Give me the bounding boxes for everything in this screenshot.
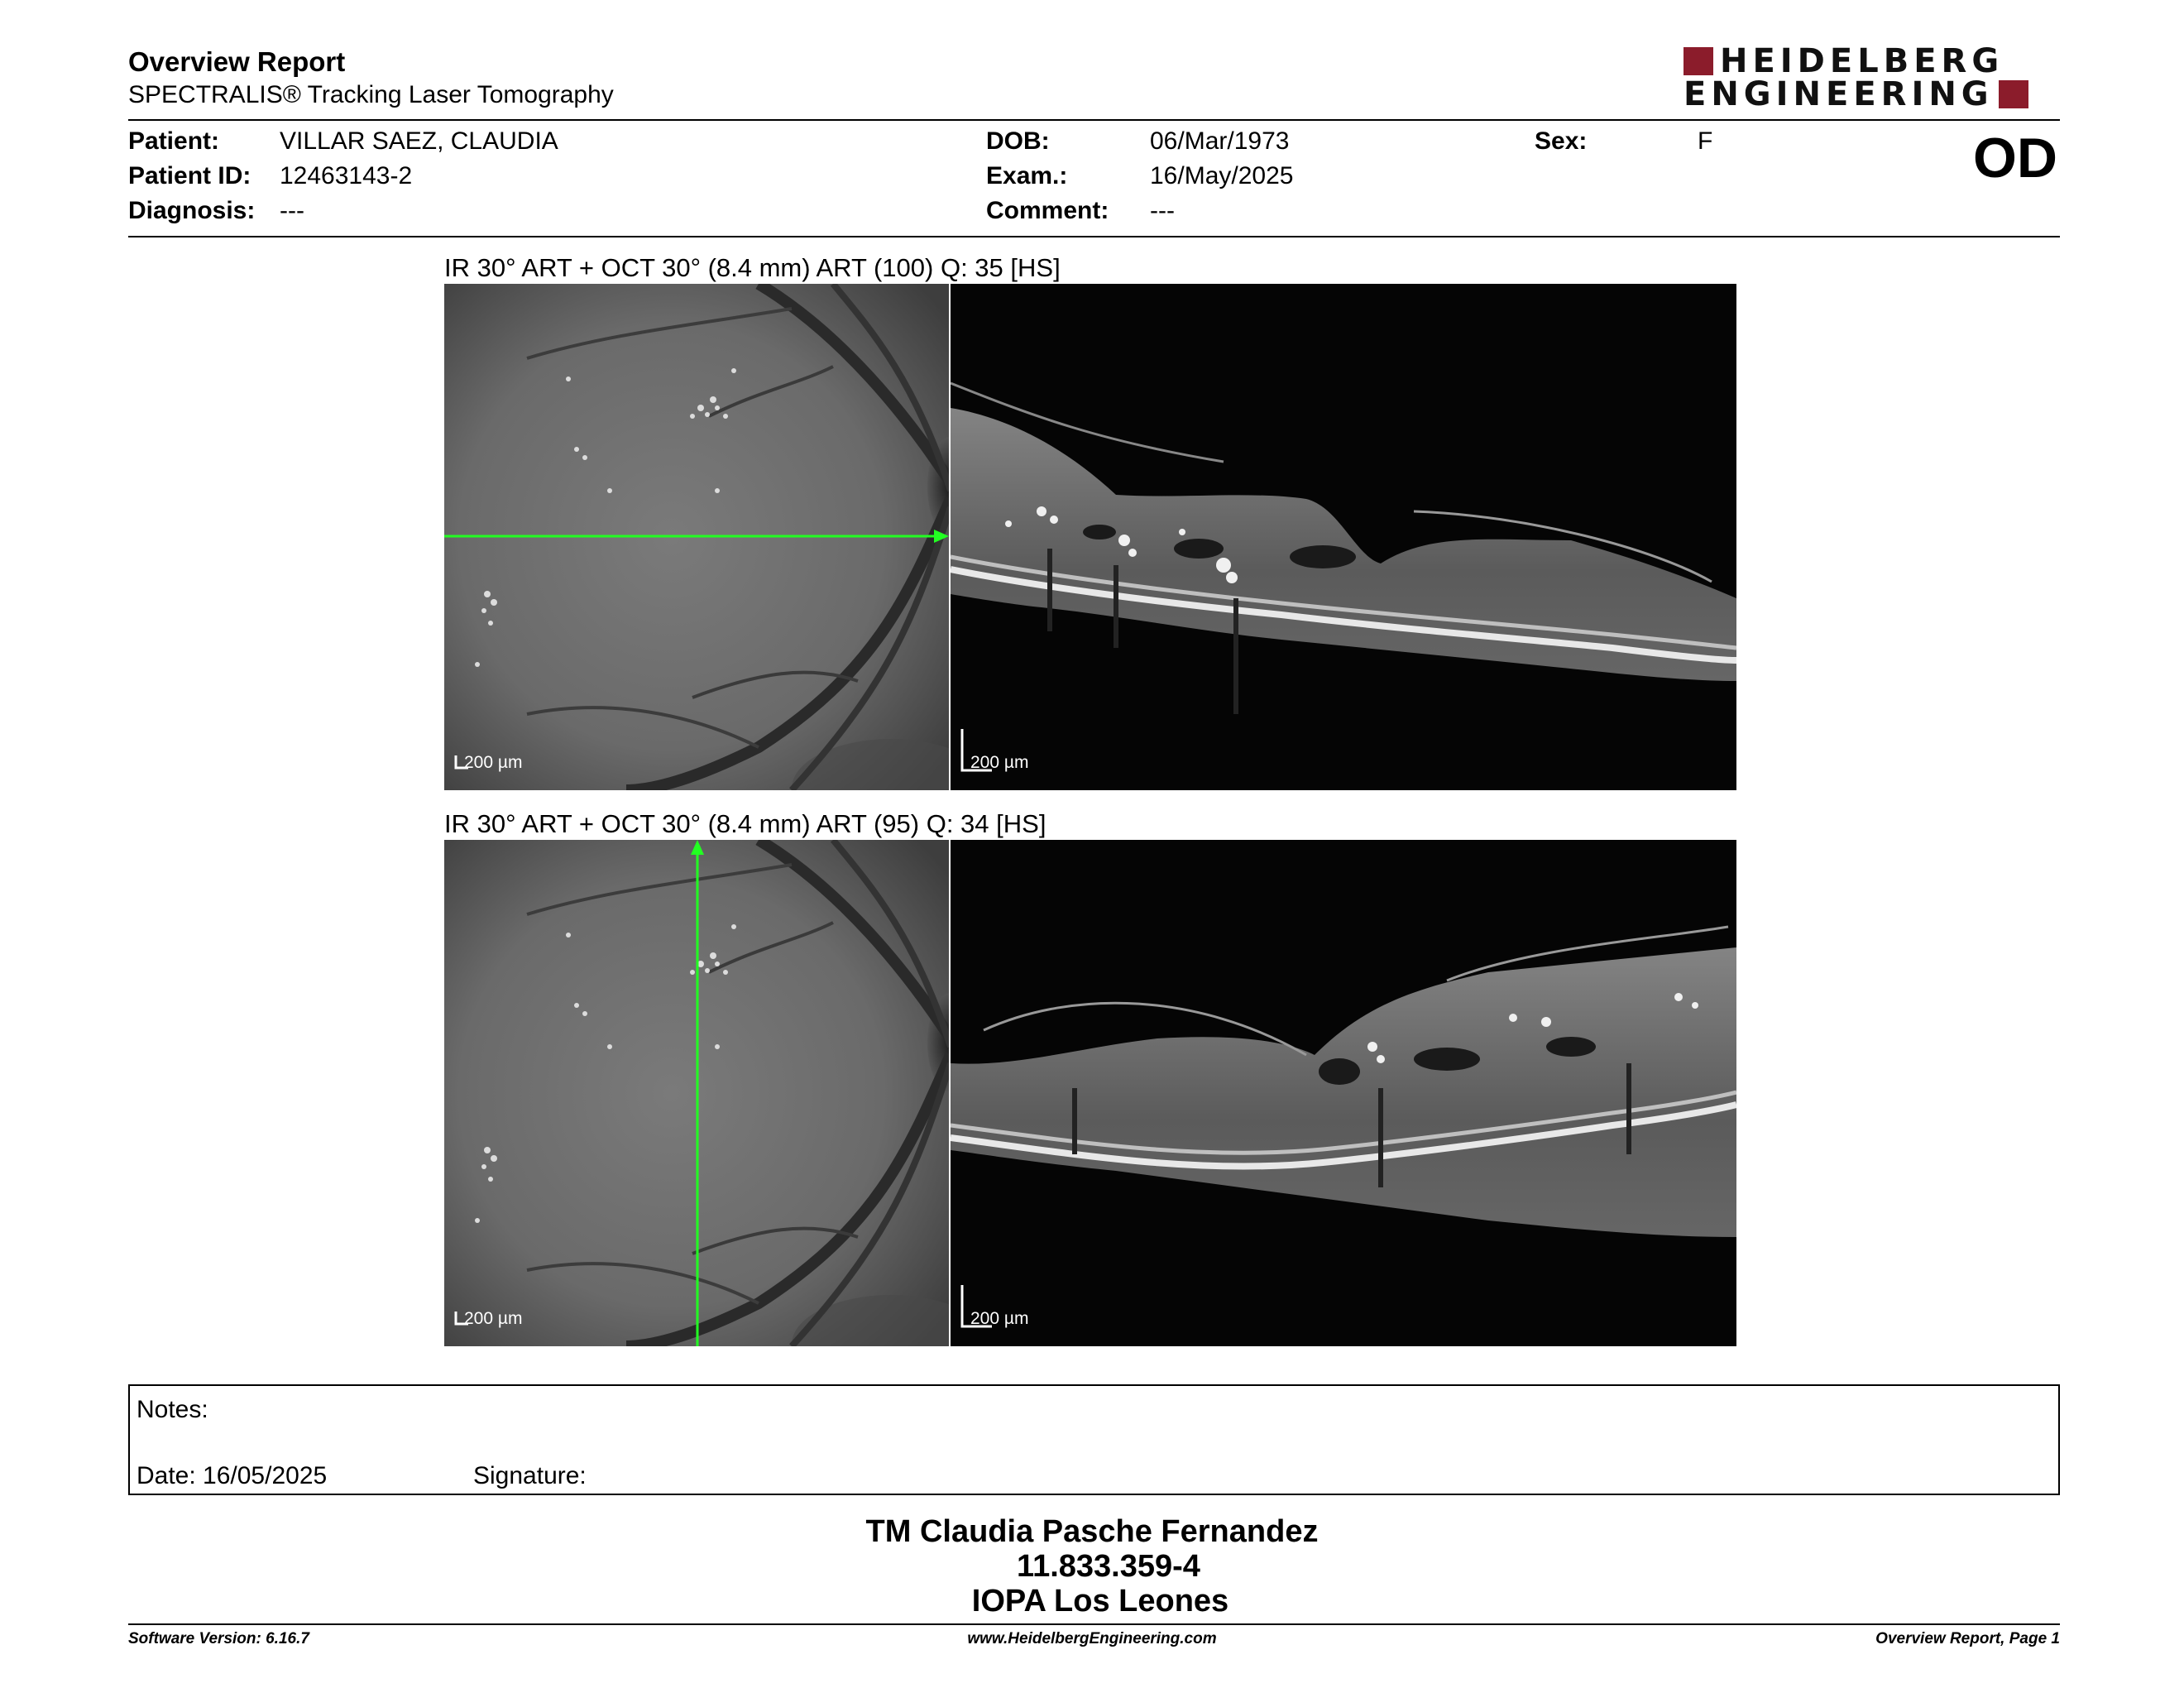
logo-square-icon bbox=[1684, 47, 1713, 75]
patient-divider bbox=[128, 236, 2060, 237]
technician-name: TM Claudia Pasche Fernandez bbox=[865, 1514, 1319, 1549]
exam-value: 16/May/2025 bbox=[1150, 162, 1294, 189]
exam-label: Exam.: bbox=[986, 162, 1068, 189]
scan-2-label: IR 30° ART + OCT 30° (8.4 mm) ART (95) Q: 34 [HS] bbox=[444, 809, 1046, 838]
comment-label: Comment: bbox=[986, 197, 1109, 224]
scan-1-fundus-scale: 200 µm bbox=[464, 753, 523, 772]
diagnosis-label: Diagnosis: bbox=[128, 197, 256, 224]
logo-line-2: ENGINEERING bbox=[1684, 75, 1994, 113]
scan-1-oct-image bbox=[951, 284, 1736, 790]
signature-label: Signature: bbox=[473, 1462, 587, 1489]
notes-box bbox=[128, 1384, 2060, 1495]
heidelberg-logo bbox=[1684, 42, 2064, 113]
scan-1-oct-scale: 200 µm bbox=[970, 753, 1029, 772]
report-title: Overview Report bbox=[128, 46, 346, 77]
header-divider bbox=[128, 119, 2060, 121]
institution-name: IOPA Los Leones bbox=[971, 1584, 1229, 1618]
dob-label: DOB: bbox=[986, 127, 1050, 155]
patient-id: 12463143-2 bbox=[280, 162, 413, 189]
sex-value: F bbox=[1698, 127, 1713, 155]
page-indicator: Overview Report, Page 1 bbox=[1875, 1630, 2060, 1647]
scan-2-oct-image bbox=[951, 840, 1736, 1346]
logo-line-1: HEIDELBERG bbox=[1720, 42, 2004, 80]
scan-1-fundus-image bbox=[444, 284, 949, 790]
dob-value: 06/Mar/1973 bbox=[1150, 127, 1290, 155]
notes-date: Date: 16/05/2025 bbox=[136, 1462, 328, 1489]
scan-2-fundus-scale: 200 µm bbox=[464, 1309, 523, 1328]
patient-id-label: Patient ID: bbox=[128, 162, 251, 189]
diagnosis-value: --- bbox=[280, 197, 304, 224]
sex-label: Sex: bbox=[1535, 127, 1588, 155]
comment-value: --- bbox=[1150, 197, 1175, 224]
eye-indicator: OD bbox=[1973, 127, 2057, 189]
software-version: Software Version: 6.16.7 bbox=[128, 1630, 309, 1647]
scan-2-oct-scale: 200 µm bbox=[970, 1309, 1029, 1328]
logo-square-icon bbox=[1999, 80, 2028, 108]
report-subtitle: SPECTRALIS® Tracking Laser Tomography bbox=[128, 81, 614, 108]
scan-2-fundus-image bbox=[444, 840, 949, 1346]
footer-divider bbox=[128, 1623, 2060, 1625]
technician-id: 11.833.359-4 bbox=[1017, 1549, 1200, 1584]
notes-label: Notes: bbox=[136, 1396, 208, 1423]
website-link[interactable]: www.HeidelbergEngineering.com bbox=[967, 1630, 1217, 1647]
patient-label: Patient: bbox=[128, 127, 220, 155]
patient-name: VILLAR SAEZ, CLAUDIA bbox=[280, 127, 558, 155]
scan-1-label: IR 30° ART + OCT 30° (8.4 mm) ART (100) Q: 35 [HS] bbox=[444, 253, 1061, 282]
